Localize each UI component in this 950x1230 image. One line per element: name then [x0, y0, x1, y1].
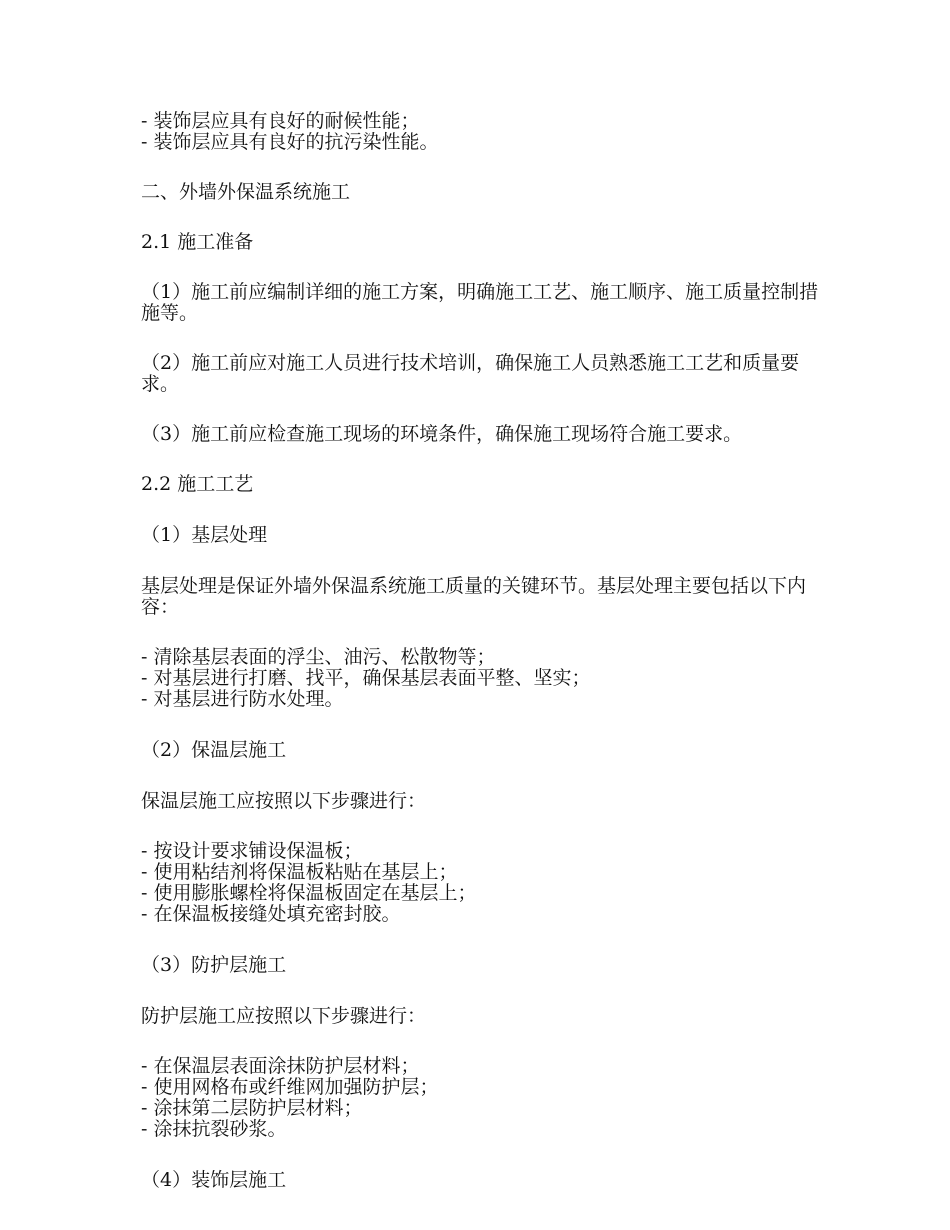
list-item: - 涂抹抗裂砂浆。 — [141, 1118, 287, 1140]
list-item: - 对基层进行防水处理。 — [141, 688, 344, 710]
list-item: - 使用膨胀螺栓将保温板固定在基层上； — [141, 882, 477, 904]
item-heading: （4）装饰层施工 — [141, 1169, 287, 1191]
paragraph: 保温层施工应按照以下步骤进行： — [141, 790, 427, 812]
list-item: - 装饰层应具有良好的耐候性能； — [141, 110, 420, 132]
paragraph: 基层处理是保证外墙外保温系统施工质量的关键环节。基层处理主要包括以下内容： — [141, 575, 807, 618]
paragraph: 防护层施工应按照以下步骤进行： — [141, 1005, 427, 1027]
subsection-heading: 2.2 施工工艺 — [141, 473, 254, 495]
item-heading: （1）基层处理 — [141, 524, 268, 546]
section-heading: 二、外墙外保温系统施工 — [141, 181, 351, 203]
document-page — [141, 111, 821, 1191]
subsection-heading: 2.1 施工准备 — [141, 231, 254, 253]
list-item: - 按设计要求铺设保温板； — [141, 840, 363, 862]
bullet-list — [141, 1056, 821, 1140]
list-item: - 涂抹第二层防护层材料； — [141, 1097, 363, 1119]
list-item: - 使用粘结剂将保温板粘贴在基层上； — [141, 861, 458, 883]
list-item: - 使用网格布或纤维网加强防护层； — [141, 1076, 439, 1098]
bullet-list — [141, 111, 821, 153]
paragraph: （3）施工前应检查施工现场的环境条件，确保施工现场符合施工要求。 — [141, 423, 743, 445]
list-item: - 清除基层表面的浮尘、油污、松散物等； — [141, 646, 496, 668]
list-item: - 装饰层应具有良好的抗污染性能。 — [141, 131, 439, 153]
paragraph: （2）施工前应对施工人员进行技术培训，确保施工人员熟悉施工工艺和质量要求。 — [141, 352, 800, 395]
paragraph: （1）施工前应编制详细的施工方案，明确施工工艺、施工顺序、施工质量控制措施等。 — [141, 281, 819, 324]
list-item: - 对基层进行打磨、找平，确保基层表面平整、坚实； — [141, 667, 591, 689]
list-item: - 在保温层表面涂抹防护层材料； — [141, 1055, 420, 1077]
bullet-list — [141, 841, 821, 925]
item-heading: （3）防护层施工 — [141, 954, 287, 976]
bullet-list — [141, 647, 821, 710]
item-heading: （2）保温层施工 — [141, 739, 287, 761]
list-item: - 在保温板接缝处填充密封胶。 — [141, 903, 401, 925]
